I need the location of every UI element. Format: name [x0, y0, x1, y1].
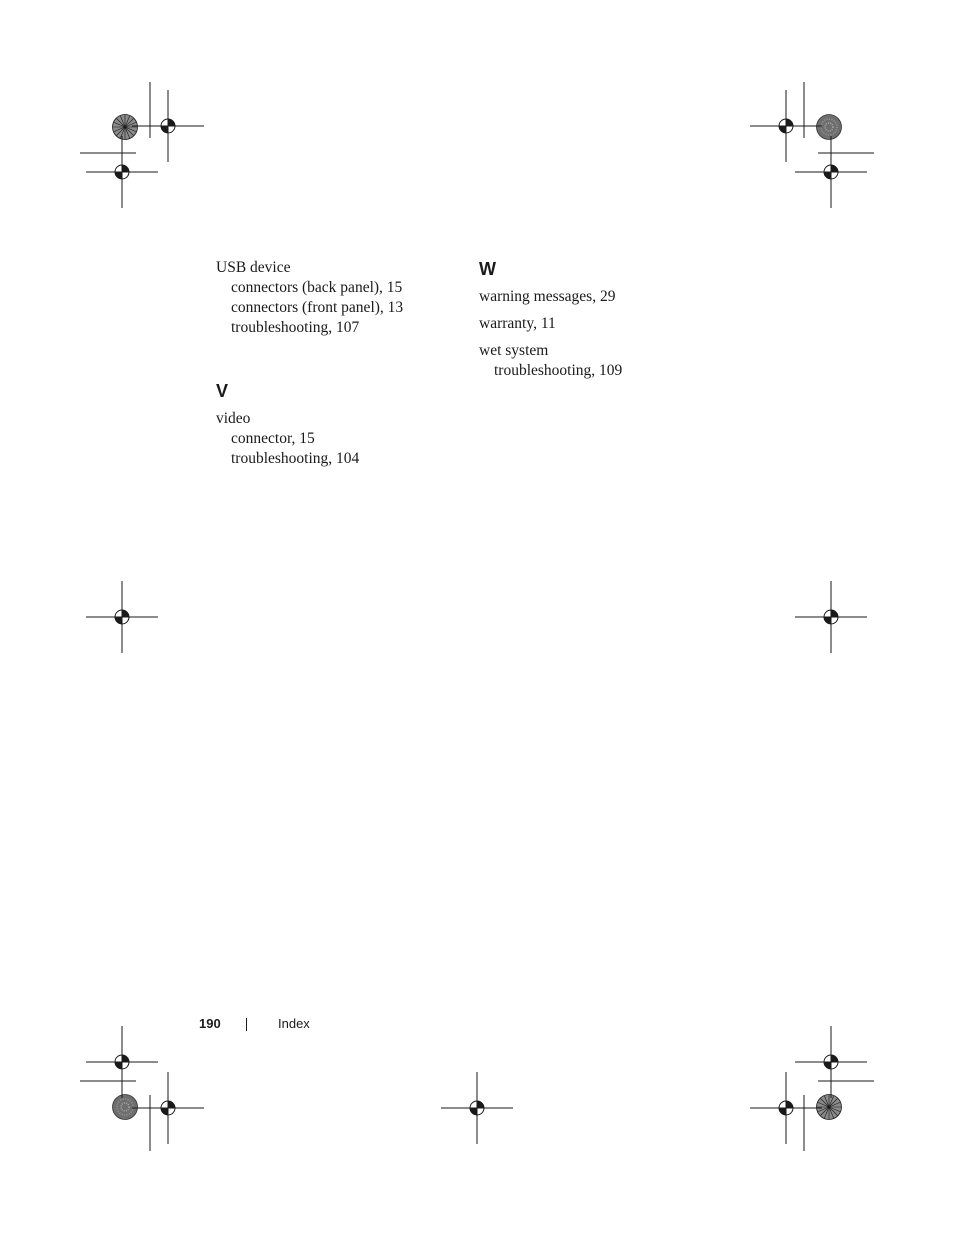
index-letter-heading-v: V — [216, 381, 229, 401]
page-number: 190 — [199, 1016, 221, 1031]
crop-mark-middle-right — [795, 581, 867, 653]
index-term-warranty: warranty, 11 — [479, 315, 556, 332]
index-subentry: troubleshooting, 104 — [231, 450, 360, 467]
index-subentry: connectors (front panel), 13 — [231, 299, 404, 316]
index-column-left — [216, 258, 456, 469]
crop-mark-bottom-right — [750, 1026, 874, 1151]
crop-mark-bottom-center — [441, 1072, 513, 1144]
index-term-wet-system: wet system — [479, 342, 549, 359]
index-term-usb-device: USB device — [216, 259, 291, 276]
crop-mark-middle-left — [86, 581, 158, 653]
index-subentry: connectors (back panel), 15 — [231, 279, 403, 296]
index-subentry: troubleshooting, 109 — [494, 362, 623, 379]
index-column-right — [479, 258, 719, 381]
crop-mark-top-left — [80, 82, 204, 208]
index-letter-heading-w: W — [479, 259, 496, 279]
index-subentry: troubleshooting, 107 — [231, 319, 360, 336]
index-term-warning-messages: warning messages, 29 — [479, 288, 616, 305]
footer-divider — [246, 1018, 247, 1031]
crop-mark-top-right — [750, 82, 874, 208]
crop-mark-bottom-left — [80, 1026, 204, 1151]
footer-section-title: Index — [278, 1016, 310, 1031]
index-term-video: video — [216, 410, 251, 427]
index-subentry: connector, 15 — [231, 430, 315, 447]
